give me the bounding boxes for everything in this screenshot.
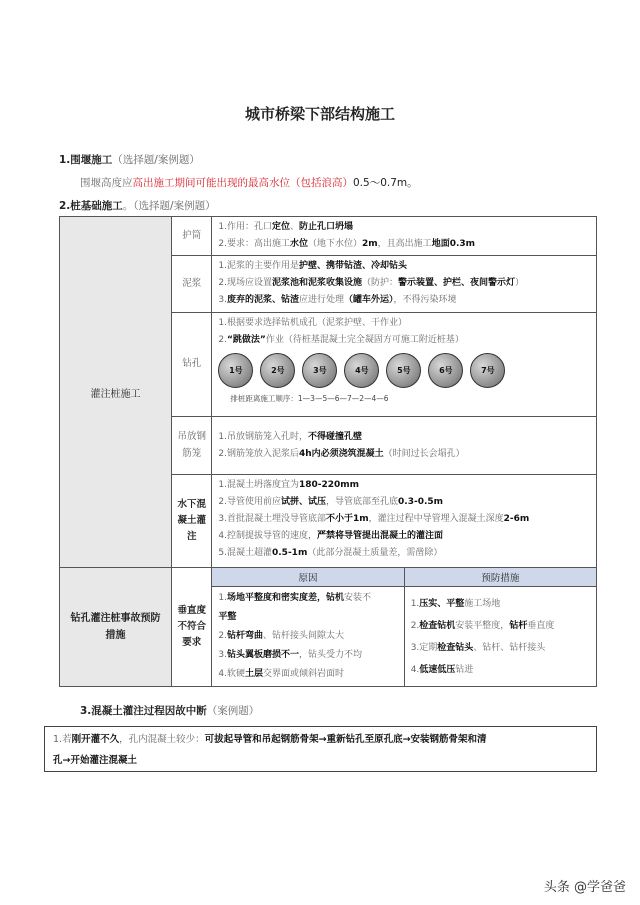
verticality-causes: 1.场地平整度和密实度差，钻机安装不 平整 2.钻杆弯曲、钻杆接头间隙太大 3.钻头翼板磨损不一，钻头受力不均 4.软硬土层交界面或倾斜岩面时: [212, 587, 404, 687]
pile-circle: 7号: [470, 353, 505, 388]
header-cause: 原因: [212, 568, 404, 587]
footer-watermark: 头条 @学爸爸: [543, 880, 626, 895]
pile-circle: 4号: [344, 353, 379, 388]
category-accident-prevention: 钻孔灌注桩事故预防措施: [60, 568, 172, 687]
verticality-measures: 1.压实、平整施工场地 2.检查钻机安装平整度，钻杆垂直度 3.定期检查钻头、钻杆、钻杆接头 4.低速低压钻进: [404, 587, 596, 687]
section-1-heading: 1.围堰施工（选择题/案例题）: [59, 154, 200, 166]
drilling-content: 1.根据要求选择钻机成孔（泥浆护壁、干作业） 2.“跳做法”作业（待桩基混凝土完全凝固方可施工附近桩基） 1号 2号 3号 4号 5号 6号 7号 排桩距离施工顺序：1—3—5—6—7—2—4—6: [212, 313, 597, 417]
pile-sequence: 排桩距离施工顺序：1—3—5—6—7—2—4—6: [230, 394, 389, 403]
category-cast-pile: 灌注桩施工: [60, 217, 172, 568]
row-label-drilling: 钻孔: [172, 313, 212, 417]
interruption-note-box: 1.若刚开灌不久，孔内混凝土较少：可拔起导管和吊起钢筋骨架→重新钻孔至原孔底→安装钢筋骨架和清 孔→开始灌注混凝土: [44, 726, 597, 772]
section-2-heading: 2.桩基础施工。（选择题/案例题）: [59, 200, 216, 212]
pile-circles: [218, 353, 590, 388]
section-3-heading: 3.混凝土灌注过程因故中断（案例题）: [80, 705, 260, 717]
cage-content: 1.吊放钢筋笼入孔时，不得碰撞孔壁 2.钢筋笼放入泥浆后4h内必须浇筑混凝土（时间过长会塌孔）: [212, 417, 597, 475]
pile-circle: 5号: [386, 353, 421, 388]
row-label-verticality: 垂直度不符合要求: [172, 568, 212, 687]
pile-circle: 3号: [302, 353, 337, 388]
header-measure: 预防措施: [404, 568, 596, 587]
underwater-content: 1.混凝土坍落度宜为180-220mm 2.导管使用前应试拼、试压，导管底部至孔底0.3-0.5m 3.首批混凝土埋没导管底部不小于1m，灌注过程中导管埋入混凝土深度2-6m 4.控制提拔导管的速度，严禁将导管提出混凝土的灌注面 5.混凝土超灌0.5-1m（此部分混凝土质量差，需凿除）: [212, 475, 597, 568]
casing-content: 1.作用：孔口定位、防止孔口坍塌 2.要求：高出施工水位（地下水位）2m，且高出施工地面0.3m: [212, 217, 597, 256]
page-title: 城市桥梁下部结构施工: [244, 105, 395, 123]
slurry-content: 1.泥浆的主要作用是护壁、携带钻渣、冷却钻头 2.现场应设置泥浆池和泥浆收集设施（防护：警示装置、护栏、夜间警示灯） 3.废弃的泥浆、钻渣应进行处理（罐车外运），不得污染环境: [212, 256, 597, 313]
row-label-cage: 吊放钢筋笼: [172, 417, 212, 475]
pile-circle: 6号: [428, 353, 463, 388]
pile-construction-table: [59, 216, 597, 687]
row-label-underwater: 水下混凝土灌注: [172, 475, 212, 568]
section-1-text: 围堰高度应高出施工期间可能出现的最高水位（包括浪高）0.5～0.7m。: [80, 177, 418, 189]
row-label-casing: 护筒: [172, 217, 212, 256]
row-label-slurry: 泥浆: [172, 256, 212, 313]
pile-circle: 2号: [260, 353, 295, 388]
pile-circle: 1号: [218, 353, 253, 388]
